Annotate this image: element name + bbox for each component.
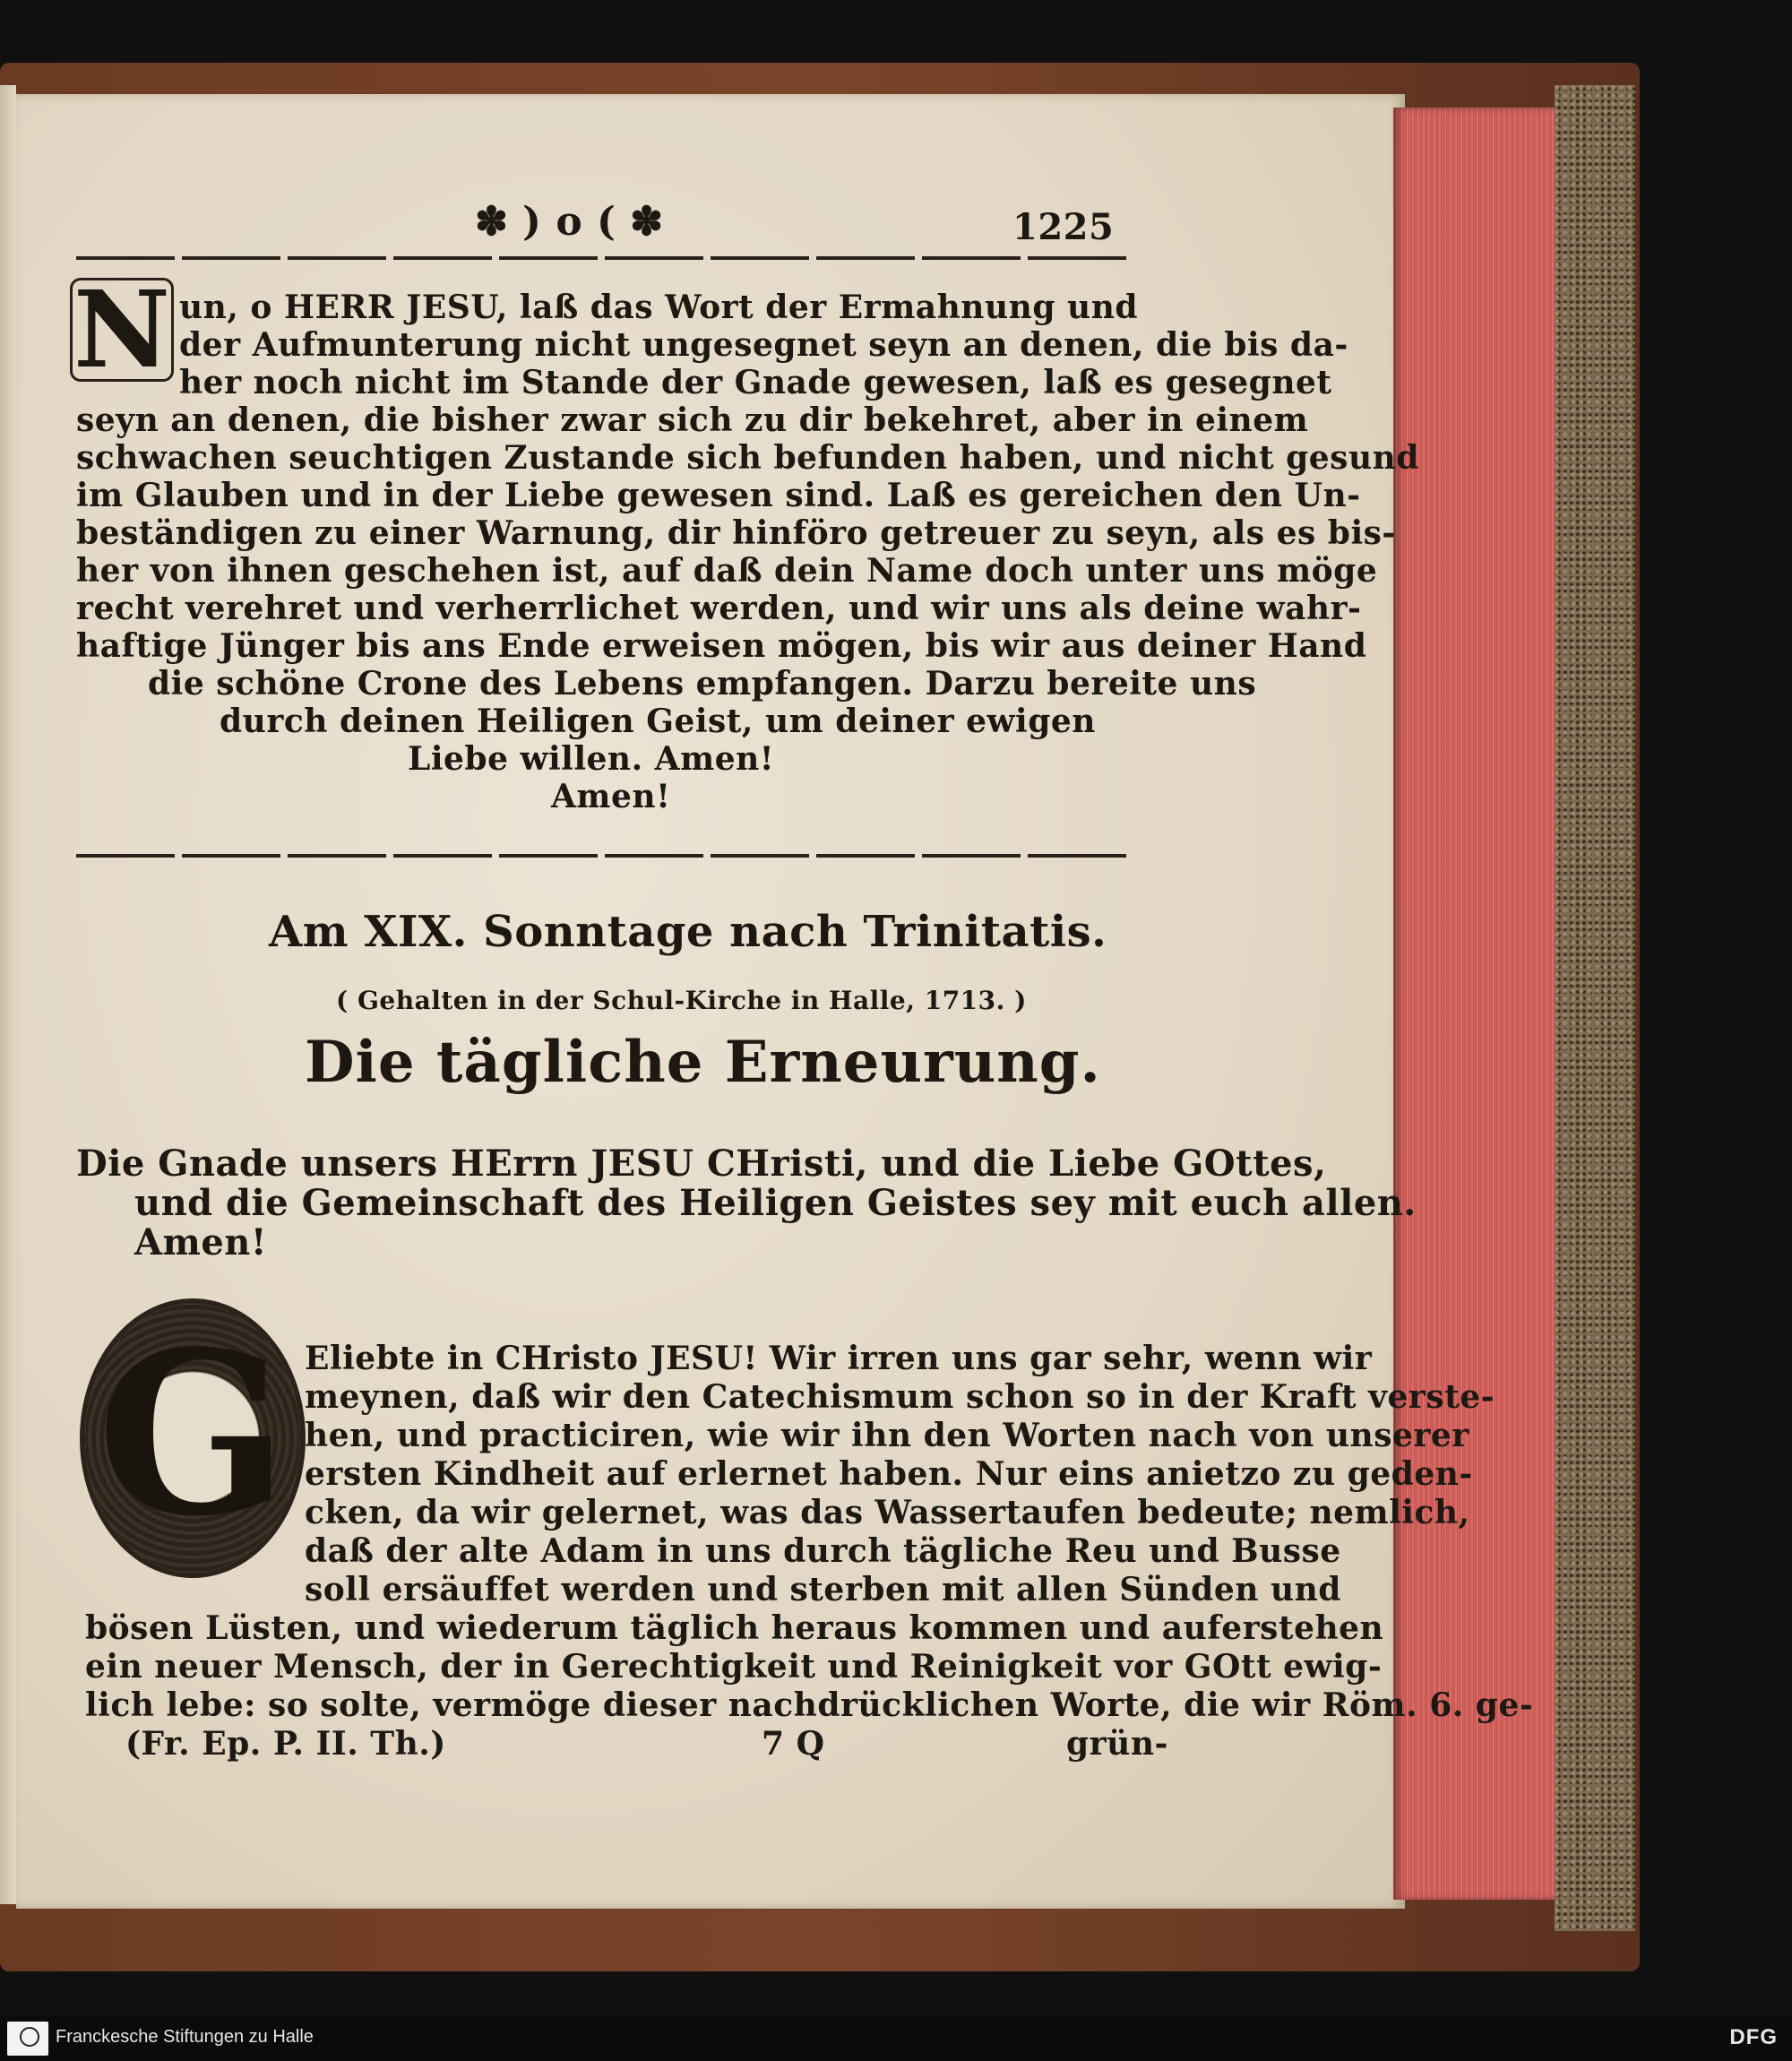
signature-mark: (Fr. Ep. P. II. Th.): [125, 1725, 446, 1763]
body-initial-letter: G: [97, 1302, 289, 1565]
page-number: 1225: [1012, 206, 1115, 248]
previous-page-edge: [0, 85, 16, 1904]
funder-logo: DFG: [1729, 2025, 1778, 2049]
prayer-initial: N: [70, 278, 174, 382]
sermon-subtitle: ( Gehalten in der Schul-Kirche in Halle, 1713. ): [336, 986, 1027, 1015]
greeting-line: und die Gemeinschaft des Heiligen Geistes sey mit euch allen.: [134, 1182, 1417, 1224]
sermon-heading: Die tägliche Erneurung.: [305, 1029, 1101, 1096]
prayer-line: die schöne Crone des Lebens empfangen. Darzu bereite uns: [148, 665, 1257, 703]
body-initial: [85, 1304, 300, 1573]
body-line: hen, und practiciren, wie wir ihn den Worten nach von unserer: [305, 1417, 1469, 1454]
body-line: Eliebte in CHristo JESU! Wir irren uns gar sehr, wenn wir: [305, 1340, 1373, 1377]
prayer-line: im Glauben und in der Liebe gewesen sind. Laß es gereichen den Un-: [76, 477, 1361, 514]
prayer-line: der Aufmunterung nicht ungesegnet seyn an denen, die bis da-: [179, 326, 1348, 364]
institution-logo-icon: [7, 2022, 48, 2056]
prayer-line: recht verehret und verherrlichet werden, und wir uns als deine wahr-: [76, 590, 1362, 627]
prayer-line: Liebe willen. Amen!: [408, 740, 775, 778]
body-line: soll ersäuffet werden und sterben mit allen Sünden und: [305, 1571, 1341, 1608]
greeting-line: Die Gnade unsers HErrn JESU CHristi, und die Liebe GOttes,: [76, 1143, 1327, 1185]
body-line: bösen Lüsten, und wiederum täglich heraus kommen und auferstehen: [85, 1609, 1384, 1647]
sermon-title: Am XIX. Sonntage nach Trinitatis.: [269, 907, 1107, 957]
body-line: ein neuer Mensch, der in Gerechtigkeit und Reinigkeit vor GOtt ewig-: [85, 1648, 1383, 1686]
prayer-line: her noch nicht im Stande der Gnade gewesen, laß es gesegnet: [179, 364, 1332, 401]
red-page-edges: [1393, 108, 1559, 1900]
prayer-line: seyn an denen, die bisher zwar sich zu dir bekehret, aber in einem: [76, 401, 1309, 439]
header-ornament: ✽ ) o ( ✽: [475, 199, 664, 245]
body-line: daß der alte Adam in uns durch tägliche Reu und Busse: [305, 1532, 1341, 1570]
catchword: grün-: [1066, 1725, 1168, 1763]
prayer-line: haftige Jünger bis ans Ende erweisen mögen, bis wir aus deiner Hand: [76, 627, 1367, 665]
institution-name: Franckesche Stiftungen zu Halle: [56, 2027, 314, 2047]
prayer-line: durch deinen Heiligen Geist, um deiner ewigen: [220, 703, 1096, 740]
viewer-footer: [0, 2016, 1792, 2061]
prayer-line: Amen!: [551, 778, 671, 815]
prayer-line: beständigen zu einer Warnung, dir hinföro getreuer zu seyn, als es bis-: [76, 514, 1396, 552]
section-rule: [76, 854, 1129, 858]
prayer-line: schwachen seuchtigen Zustande sich befunden haben, und nicht gesund: [76, 439, 1419, 477]
body-line: lich lebe: so solte, vermöge dieser nachdrücklichen Worte, die wir Röm. 6. ge-: [85, 1686, 1534, 1724]
greeting-line: Amen!: [134, 1221, 267, 1263]
marbled-cover-edge: [1555, 85, 1635, 1931]
header-rule: [76, 256, 1129, 260]
body-line: meynen, daß wir den Catechismum schon so in der Kraft verste-: [305, 1378, 1495, 1416]
body-line: ersten Kindheit auf erlernet haben. Nur eins anietzo zu geden-: [305, 1455, 1473, 1493]
prayer-line: her von ihnen geschehen ist, auf daß dein Name doch unter uns möge: [76, 552, 1378, 590]
signature-number: 7 Q: [762, 1725, 825, 1763]
body-line: cken, da wir gelernet, was das Wassertaufen bedeute; nemlich,: [305, 1494, 1470, 1531]
prayer-line: un, o HERR JESU, laß das Wort der Ermahnung und: [179, 289, 1139, 326]
